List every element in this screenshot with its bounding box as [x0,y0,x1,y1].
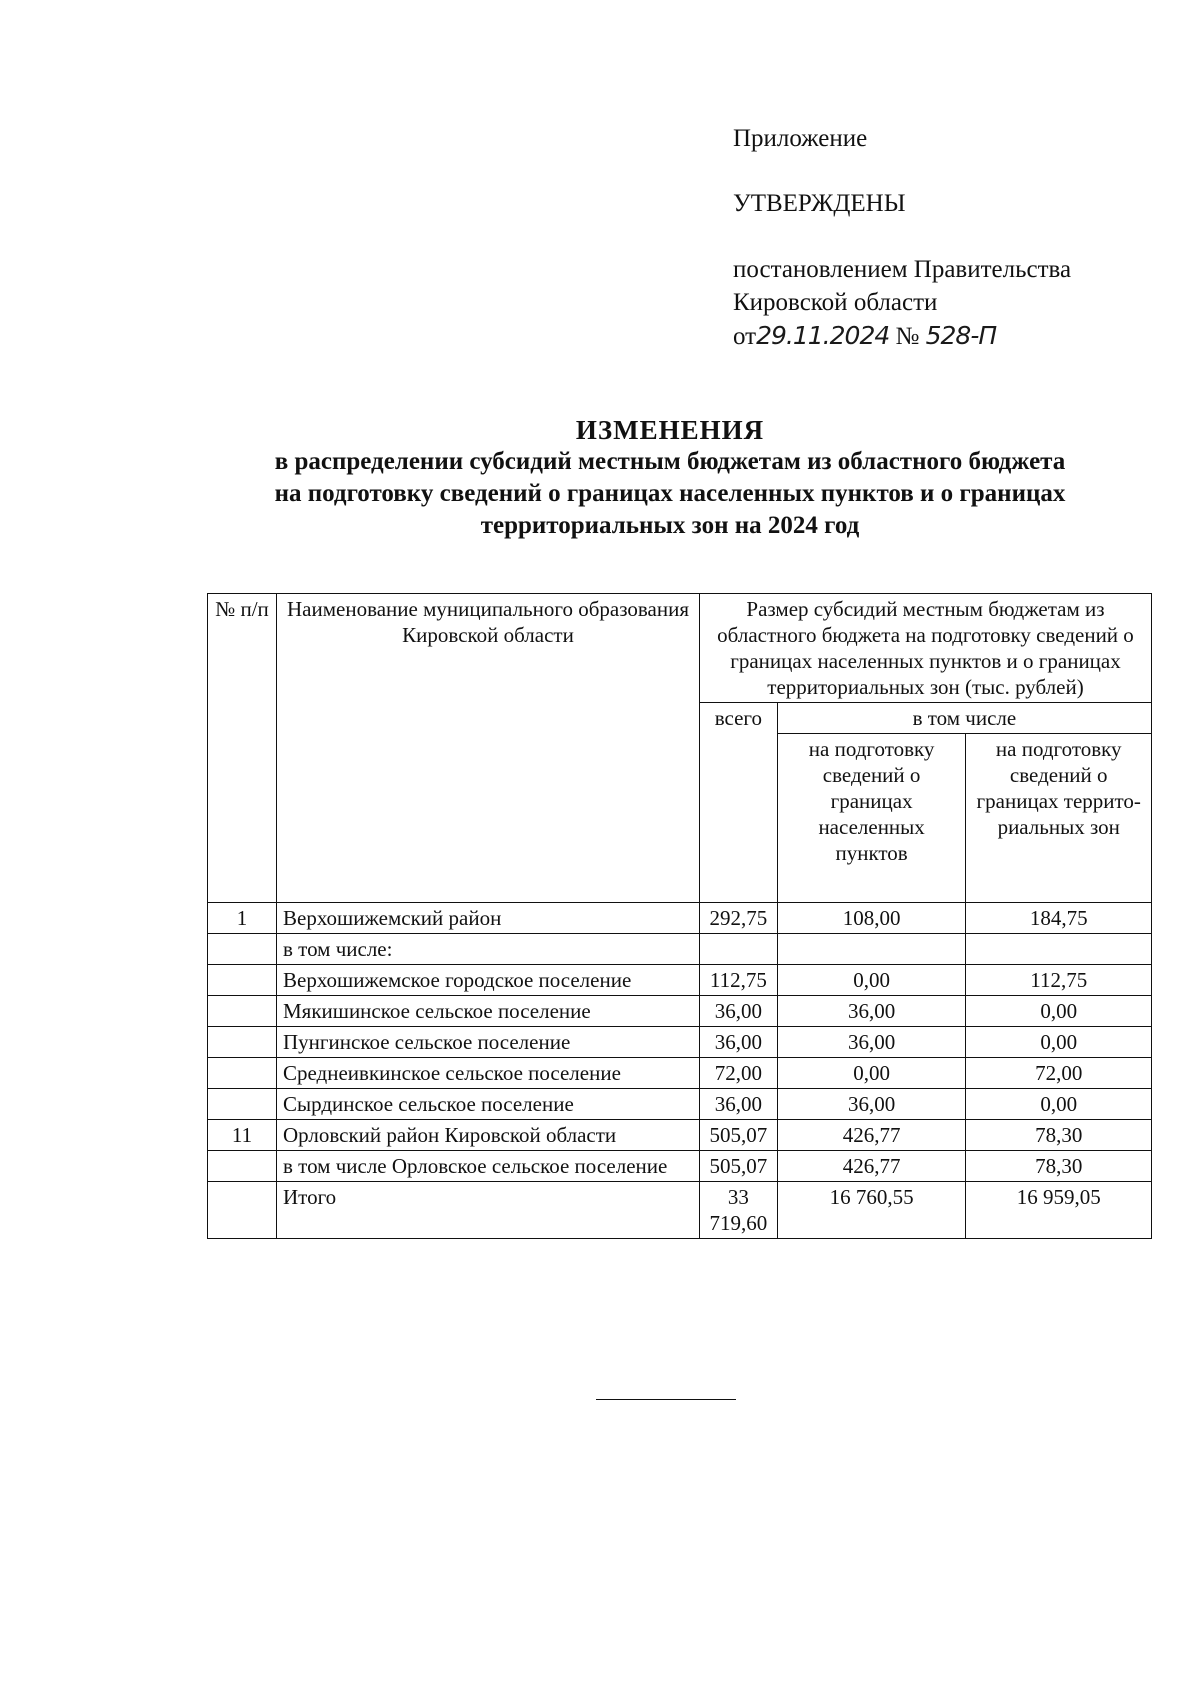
cell-name: Пунгинское сельское поселение [277,1027,700,1058]
date-number-line [733,321,996,352]
decree-line: постановлением Правительства [733,256,1072,283]
table-row [208,965,1152,996]
cell-num [208,1027,277,1058]
cell-total: 36,00 [700,1027,778,1058]
cell-total: 33 719,60 [700,1182,778,1239]
cell-settlements: 426,77 [777,1120,966,1151]
cell-num [208,1058,277,1089]
header-num: № п/п [208,594,277,903]
header-settlements: на подготовку сведений о границах населенных пунктов [777,734,966,903]
header-total: всего [700,703,778,903]
header-name: Наименование муниципального образования Кировской области [277,594,700,903]
cell-num [208,1089,277,1120]
table-row [208,1120,1152,1151]
closing-rule [596,1399,736,1400]
title-line-2: на подготовку сведений о границах населенных пунктов и о границах [274,480,1066,507]
cell-total: 505,07 [700,1151,778,1182]
cell-settlements: 36,00 [777,1027,966,1058]
cell-name: Орловский район Кировской области [277,1120,700,1151]
cell-settlements: 426,77 [777,1151,966,1182]
cell-total: 505,07 [700,1120,778,1151]
table-row [208,1182,1152,1239]
table-body [208,903,1152,1239]
cell-settlements: 36,00 [777,1089,966,1120]
cell-name: Мякишинское сельское поселение [277,996,700,1027]
header-including: в том числе [777,703,1151,734]
table-row [208,1151,1152,1182]
cell-num [208,996,277,1027]
cell-num: 11 [208,1120,277,1151]
table-row [208,1089,1152,1120]
cell-zones: 16 959,05 [966,1182,1152,1239]
subsidy-table [207,593,1152,1239]
title-main: ИЗМЕНЕНИЯ [575,415,765,445]
cell-zones: 0,00 [966,1089,1152,1120]
title-line-1: в распределении субсидий местным бюджетам из областного бюджета [274,448,1066,475]
document-title [180,414,1160,542]
cell-settlements: 0,00 [777,1058,966,1089]
cell-total: 292,75 [700,903,778,934]
cell-settlements [777,934,966,965]
cell-num: 1 [208,903,277,934]
cell-zones: 78,30 [966,1151,1152,1182]
cell-settlements: 16 760,55 [777,1182,966,1239]
handwritten-date: 29.11.2024 [756,321,890,350]
cell-zones: 0,00 [966,996,1152,1027]
cell-zones: 72,00 [966,1058,1152,1089]
cell-name: Среднеивкинское сельское поселение [277,1058,700,1089]
cell-total: 36,00 [700,996,778,1027]
region-line: Кировской области [733,289,938,316]
cell-settlements: 0,00 [777,965,966,996]
appendix-label: Приложение [733,125,868,152]
cell-num [208,1151,277,1182]
cell-settlements: 36,00 [777,996,966,1027]
cell-total: 72,00 [700,1058,778,1089]
cell-name: в том числе Орловское сельское поселение [277,1151,700,1182]
cell-total: 36,00 [700,1089,778,1120]
cell-zones: 112,75 [966,965,1152,996]
cell-name: Верхошижемский район [277,903,700,934]
cell-num [208,934,277,965]
cell-total [700,934,778,965]
cell-zones: 0,00 [966,1027,1152,1058]
table-row [208,1058,1152,1089]
cell-zones [966,934,1152,965]
cell-name: Итого [277,1182,700,1239]
table-row [208,934,1152,965]
table-row [208,1027,1152,1058]
handwritten-number: 528-П [925,321,997,350]
cell-zones: 78,30 [966,1120,1152,1151]
date-prefix: от [733,323,757,350]
cell-name: в том числе: [277,934,700,965]
cell-num [208,1182,277,1239]
title-line-3: территориальных зон на 2024 год [480,512,860,539]
cell-name: Верхошижемское городское поселение [277,965,700,996]
cell-total: 112,75 [700,965,778,996]
header-subsidy: Размер субсидий местным бюджетам из областного бюджета на подготовку сведений о границах населенных пунктов и о границах территориальных зон (тыс. рублей) [700,594,1152,703]
cell-name: Сырдинское сельское поселение [277,1089,700,1120]
table-row [208,903,1152,934]
number-prefix: № [895,323,920,350]
cell-num [208,965,277,996]
header-zones: на подготовку сведений о границах террито-риальных зон [966,734,1152,903]
approved-label: УТВЕРЖДЕНЫ [733,190,906,217]
cell-settlements: 108,00 [777,903,966,934]
cell-zones: 184,75 [966,903,1152,934]
table-row [208,996,1152,1027]
